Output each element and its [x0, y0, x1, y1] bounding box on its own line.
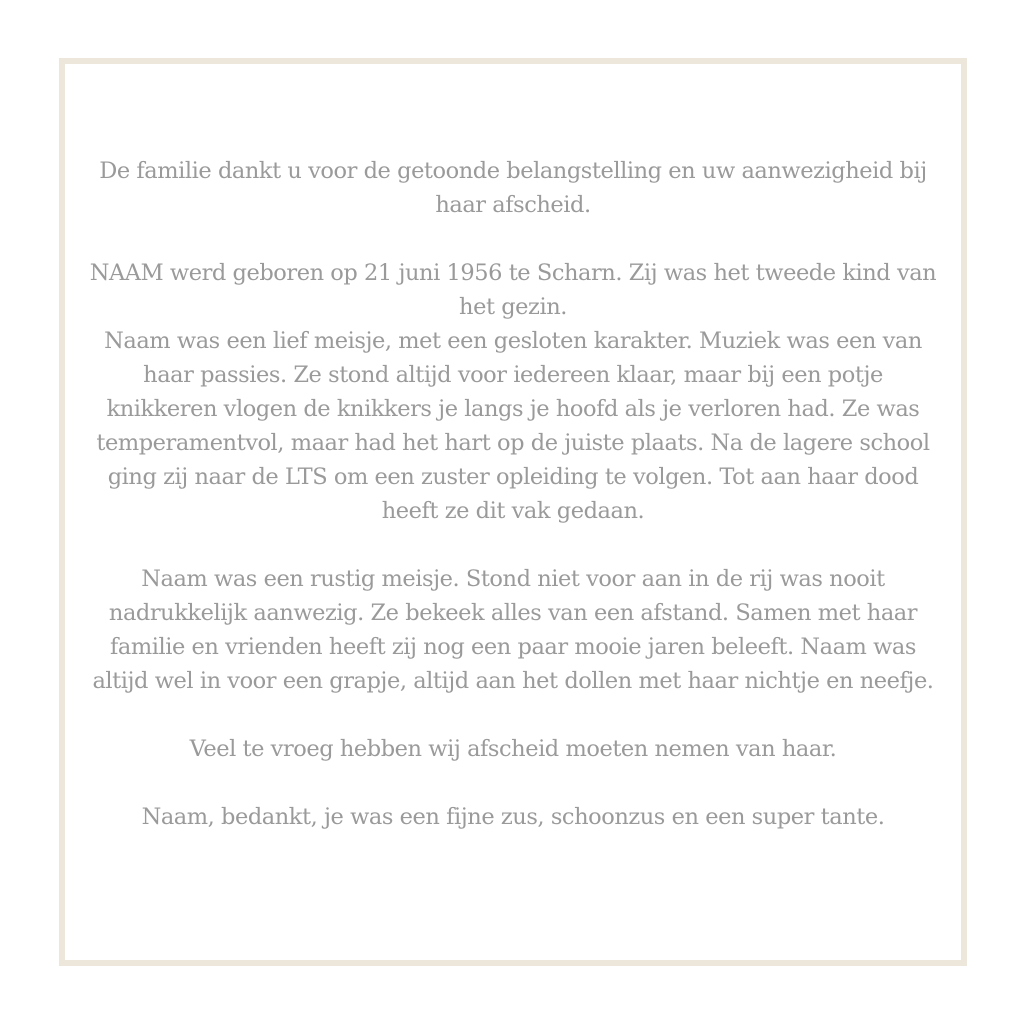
personality-paragraph: Naam was een rustig meisje. Stond niet voor aan in de rij was nooit nadrukkelijk aanwezig. Ze bekeek alles van een afstand. Samen met haar familie en vrienden heeft zij nog een paar mooie jaren beleeft. Naam was altijd wel in voor een grapje, altijd aan het dollen met haar nichtje en neefje.: [92, 566, 934, 694]
closing-paragraph: Naam, bedankt, je was een fijne zus, schoonzus en een super tante.: [141, 804, 885, 830]
paragraph-spacer: [87, 222, 939, 256]
paragraph-spacer: [87, 766, 939, 800]
memorial-text: [87, 154, 939, 834]
thanks-paragraph: De familie dankt u voor de getoonde belangstelling en uw aanwezigheid bij haar afscheid.: [99, 158, 927, 218]
paragraph-spacer: [87, 528, 939, 562]
farewell-paragraph: Veel te vroeg hebben wij afscheid moeten nemen van haar.: [189, 736, 837, 762]
birth-paragraph: NAAM werd geboren op 21 juni 1956 te Scharn. Zij was het tweede kind van het gezin.: [89, 260, 937, 320]
paragraph-spacer: [87, 698, 939, 732]
memorial-card-frame: [59, 58, 967, 966]
character-paragraph: Naam was een lief meisje, met een gesloten karakter. Muziek was een van haar passies. Ze stond altijd voor iedereen klaar, maar bij een potje knikkeren vlogen de knikkers je langs je hoofd als je verloren had. Ze was temperamentvol, maar had het hart op de juiste plaats. Na de lagere school ging zij naar de LTS om een zuster opleiding te volgen. Tot aan haar dood heeft ze dit vak gedaan.: [96, 328, 930, 524]
